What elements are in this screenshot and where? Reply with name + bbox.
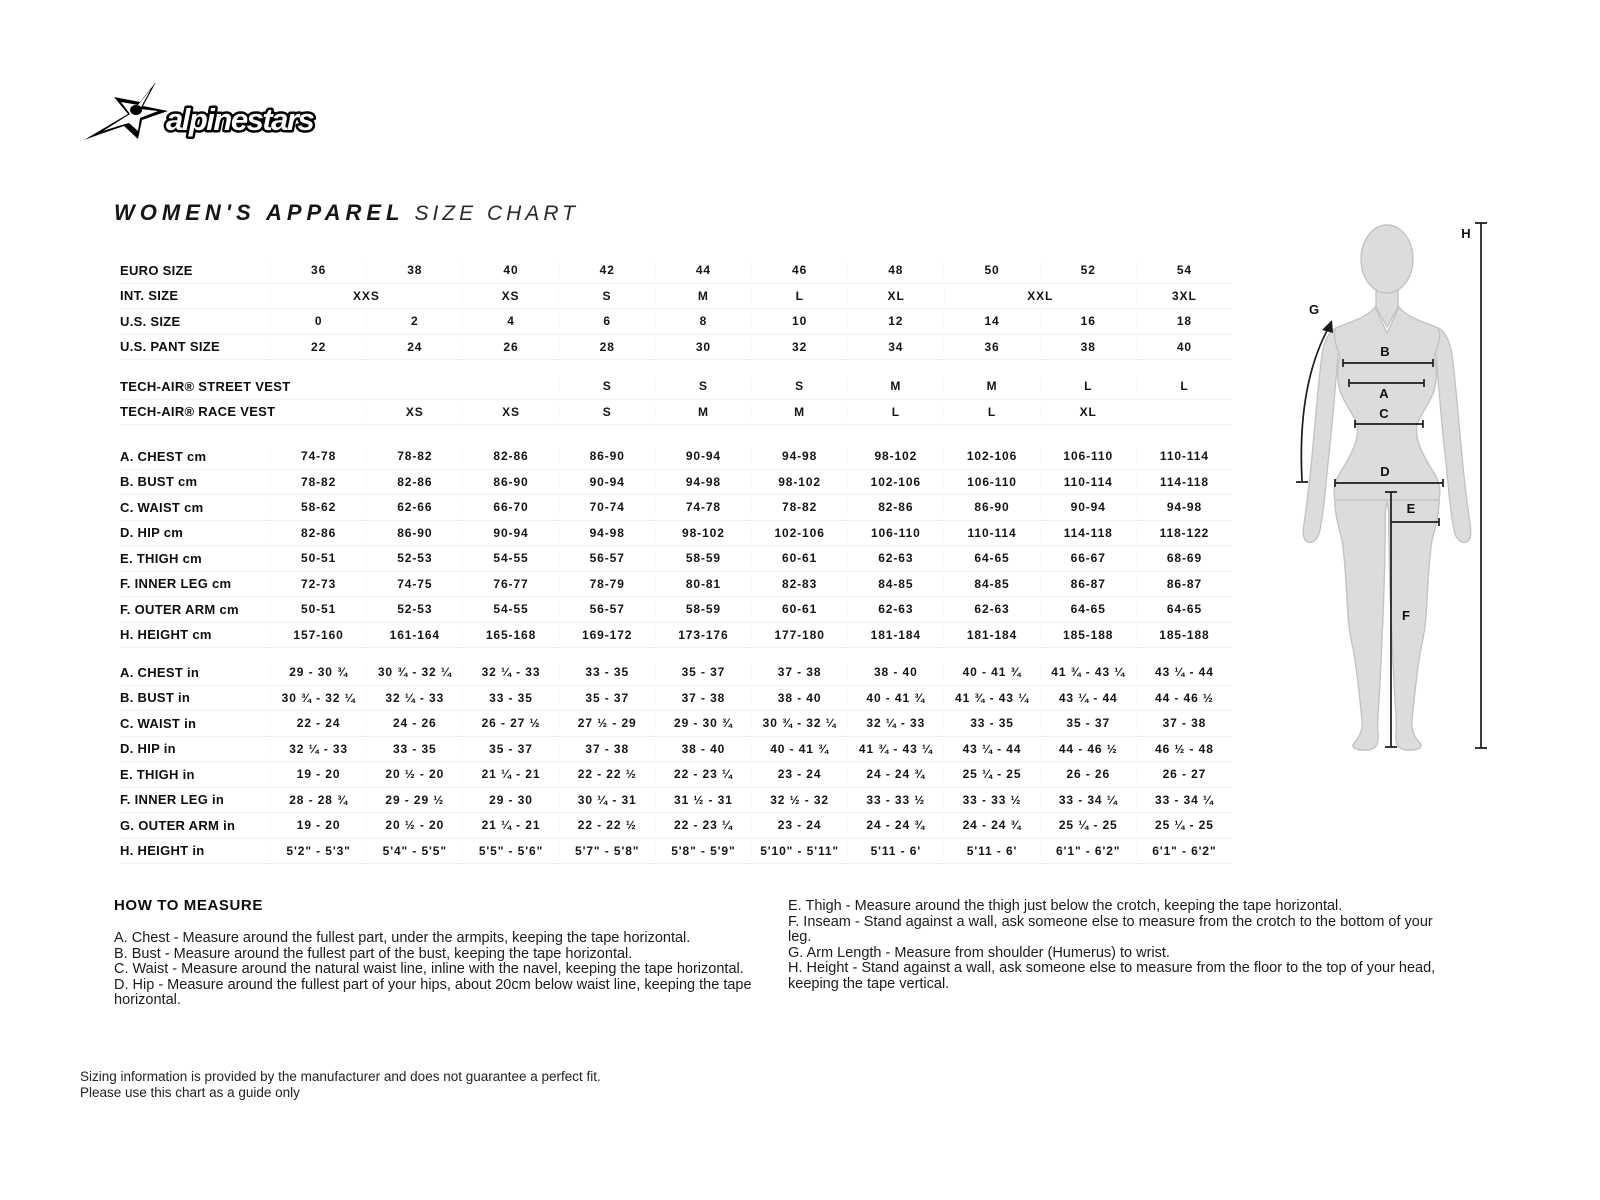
row-label: D. HIP in <box>120 741 176 757</box>
size-cell: 3XL <box>1136 289 1232 303</box>
size-cell: 38 <box>1040 340 1136 354</box>
size-cell: 30 ¾ - 32 ¼ <box>366 665 462 679</box>
size-cell: 4 <box>462 314 558 328</box>
table-section <box>120 444 1232 648</box>
size-cell: 28 <box>559 340 655 354</box>
size-cell: 24 - 26 <box>366 716 462 730</box>
table-row <box>120 788 1232 814</box>
size-cell: 38 <box>366 263 462 277</box>
table-row <box>120 400 1232 426</box>
how-to-measure-list-left <box>114 931 774 1009</box>
size-cell: 23 - 24 <box>751 818 847 832</box>
size-cell: 22 <box>270 340 366 354</box>
table-row <box>120 686 1232 712</box>
size-cell: 60-61 <box>751 551 847 565</box>
size-cell: 2 <box>366 314 462 328</box>
size-cell: 110-114 <box>943 526 1039 540</box>
size-cell: 40 - 41 ¾ <box>943 665 1039 679</box>
size-cell: 54 <box>1136 263 1232 277</box>
size-cell: 31 ½ - 31 <box>655 793 751 807</box>
size-cell: 26 - 27 ½ <box>462 716 558 730</box>
size-cell: M <box>655 289 751 303</box>
size-cell: 58-59 <box>655 551 751 565</box>
size-cell: 38 - 40 <box>847 665 943 679</box>
size-cell: 43 ¼ - 44 <box>1040 691 1136 705</box>
size-cell: 44 - 46 ½ <box>1040 742 1136 756</box>
size-cell: 86-87 <box>1136 577 1232 591</box>
size-cell: 33 - 35 <box>366 742 462 756</box>
size-cell: 98-102 <box>655 526 751 540</box>
row-label: C. WAIST in <box>120 715 197 731</box>
size-cell: 50 <box>943 263 1039 277</box>
row-label: A. CHEST in <box>120 664 200 680</box>
size-cell: 24 - 24 ¾ <box>847 818 943 832</box>
row-label: EURO SIZE <box>120 262 193 278</box>
size-cell: 161-164 <box>366 628 462 642</box>
size-cell: S <box>559 379 655 393</box>
size-cell: 173-176 <box>655 628 751 642</box>
table-row <box>120 737 1232 763</box>
size-cell: 22 - 22 ½ <box>559 818 655 832</box>
measure-instruction: A. Chest - Measure around the fullest part, under the armpits, keeping the tape horizontal. <box>114 930 691 946</box>
size-cell: 98-102 <box>847 449 943 463</box>
size-cell: 16 <box>1040 314 1136 328</box>
size-cell: 68-69 <box>1136 551 1232 565</box>
disclaimer-line-1: Sizing information is provided by the manufacturer and does not guarantee a perfect fit. <box>80 1069 601 1084</box>
size-cell: 40 - 41 ¾ <box>847 691 943 705</box>
size-cell: 74-78 <box>270 449 366 463</box>
table-row <box>120 711 1232 737</box>
size-cell: 64-65 <box>1040 602 1136 616</box>
size-cell: L <box>1040 379 1136 393</box>
size-cell: 19 - 20 <box>270 818 366 832</box>
size-cell: L <box>847 405 943 419</box>
size-cell: 74-75 <box>366 577 462 591</box>
size-cell: 28 - 28 ¾ <box>270 793 366 807</box>
size-cell: 90-94 <box>1040 500 1136 514</box>
page-title-sub: SIZE CHART <box>414 202 579 225</box>
size-cell: 82-86 <box>366 475 462 489</box>
size-cell: XS <box>462 289 558 303</box>
size-cell: S <box>558 289 654 303</box>
size-cell: 58-62 <box>270 500 366 514</box>
size-cell: 40 <box>1136 340 1232 354</box>
size-cell: 94-98 <box>1136 500 1232 514</box>
size-cell: 157-160 <box>270 628 366 642</box>
size-cell: 64-65 <box>1136 602 1232 616</box>
size-cell: 86-90 <box>366 526 462 540</box>
size-cell: 32 ¼ - 33 <box>847 716 943 730</box>
table-row <box>120 572 1232 598</box>
size-cell: 26 <box>462 340 558 354</box>
size-cell: 52 <box>1040 263 1136 277</box>
size-cell: 82-86 <box>462 449 558 463</box>
row-label: C. WAIST cm <box>120 499 204 515</box>
size-cell: XL <box>1040 405 1136 419</box>
row-label: B. BUST cm <box>120 474 198 490</box>
table-row <box>120 597 1232 623</box>
size-cell: S <box>751 379 847 393</box>
size-cell: 32 ¼ - 33 <box>462 665 558 679</box>
size-cell: 114-118 <box>1040 526 1136 540</box>
size-cell: 33 - 35 <box>559 665 655 679</box>
size-cell: 52-53 <box>366 551 462 565</box>
size-cell: 35 - 37 <box>655 665 751 679</box>
disclaimer-line-2: Please use this chart as a guide only <box>80 1085 300 1100</box>
size-cell: 90-94 <box>655 449 751 463</box>
disclaimer <box>80 1069 601 1101</box>
row-label: U.S. PANT SIZE <box>120 339 221 355</box>
size-cell: 5'11 - 6' <box>847 844 943 858</box>
size-cell: 29 - 29 ½ <box>366 793 462 807</box>
size-cell: 32 <box>751 340 847 354</box>
size-cell: XS <box>462 405 558 419</box>
table-row <box>120 284 1232 310</box>
size-cell: 54-55 <box>462 602 558 616</box>
size-cell: 24 - 24 ¾ <box>943 818 1039 832</box>
label-chest: A <box>1379 386 1389 401</box>
label-inseam: F <box>1402 608 1410 623</box>
size-cell: 74-78 <box>655 500 751 514</box>
row-label: H. HEIGHT in <box>120 843 205 859</box>
table-row <box>120 470 1232 496</box>
measure-instruction: H. Height - Stand against a wall, ask someone else to measure from the floor to the top of your head, keeping the tape vertical. <box>788 960 1436 992</box>
size-cell: 21 ¼ - 21 <box>462 767 558 781</box>
size-cell: 44 - 46 ½ <box>1136 691 1232 705</box>
table-row <box>120 623 1232 649</box>
size-cell: 14 <box>943 314 1039 328</box>
size-cell: M <box>751 405 847 419</box>
size-cell: 78-82 <box>751 500 847 514</box>
female-silhouette-icon <box>1303 225 1471 750</box>
size-cell: L <box>751 289 847 303</box>
size-cell: 29 - 30 ¾ <box>270 665 366 679</box>
size-cell: 37 - 38 <box>559 742 655 756</box>
size-cell: 41 ¾ - 43 ¼ <box>1040 665 1136 679</box>
table-row <box>120 309 1232 335</box>
row-label: TECH-AIR® RACE VEST <box>120 404 276 420</box>
size-cell: 24 <box>366 340 462 354</box>
label-thigh: E <box>1406 501 1416 516</box>
label-arm-length: G <box>1308 302 1320 317</box>
page-title <box>114 200 579 226</box>
size-cell: 29 - 30 ¾ <box>655 716 751 730</box>
size-cell: 56-57 <box>559 551 655 565</box>
row-label: F. OUTER ARM cm <box>120 601 239 617</box>
size-cell: XL <box>847 289 943 303</box>
size-cell: 102-106 <box>943 449 1039 463</box>
size-cell: 29 - 30 <box>462 793 558 807</box>
size-cell: 19 - 20 <box>270 767 366 781</box>
row-label: G. OUTER ARM in <box>120 817 236 833</box>
label-hip: D <box>1380 464 1390 479</box>
size-cell: 35 - 37 <box>462 742 558 756</box>
size-cell: 86-90 <box>462 475 558 489</box>
size-cell: 58-59 <box>655 602 751 616</box>
how-to-measure-left <box>114 897 774 1009</box>
row-label: A. CHEST cm <box>120 448 207 464</box>
row-label: E. THIGH cm <box>120 550 203 566</box>
how-to-measure-right <box>788 899 1450 993</box>
size-cell: 25 ¼ - 25 <box>943 767 1039 781</box>
how-to-measure-heading: HOW TO MEASURE <box>114 897 263 914</box>
label-bust: B <box>1380 344 1390 359</box>
size-cell: 37 - 38 <box>751 665 847 679</box>
size-cell: 94-98 <box>559 526 655 540</box>
size-table <box>120 258 1232 864</box>
size-cell: 27 ½ - 29 <box>559 716 655 730</box>
size-cell: 46 ½ - 48 <box>1136 742 1232 756</box>
size-cell: 78-82 <box>270 475 366 489</box>
label-height: H <box>1461 226 1471 241</box>
size-cell: 44 <box>655 263 751 277</box>
page-title-main: WOMEN'S APPAREL <box>114 200 405 225</box>
size-cell: 66-70 <box>462 500 558 514</box>
size-cell: XXS <box>270 289 462 303</box>
table-row <box>120 660 1232 686</box>
size-cell: 5'10" - 5'11" <box>751 844 847 858</box>
size-cell: 5'2" - 5'3" <box>270 844 366 858</box>
size-cell: XS <box>366 405 462 419</box>
size-cell: 33 - 33 ½ <box>943 793 1039 807</box>
size-cell: 118-122 <box>1136 526 1232 540</box>
size-cell: 20 ½ - 20 <box>366 818 462 832</box>
row-label: E. THIGH in <box>120 766 195 782</box>
size-cell: 21 ¼ - 21 <box>462 818 558 832</box>
size-cell: 102-106 <box>751 526 847 540</box>
body-measurement-figure <box>1280 195 1505 770</box>
size-cell: 22 - 22 ½ <box>559 767 655 781</box>
table-row <box>120 335 1232 361</box>
size-cell: 82-83 <box>751 577 847 591</box>
row-label: H. HEIGHT cm <box>120 627 212 643</box>
size-cell: 90-94 <box>462 526 558 540</box>
size-cell: 32 ¼ - 33 <box>270 742 366 756</box>
size-cell: 86-87 <box>1040 577 1136 591</box>
size-cell: 165-168 <box>462 628 558 642</box>
size-cell: 50-51 <box>270 602 366 616</box>
size-cell: 36 <box>943 340 1039 354</box>
size-cell: 30 ¾ - 32 ¼ <box>751 716 847 730</box>
size-cell: 185-188 <box>1040 628 1136 642</box>
size-cell: 94-98 <box>655 475 751 489</box>
size-cell: 72-73 <box>270 577 366 591</box>
size-cell: 33 - 34 ¼ <box>1136 793 1232 807</box>
size-cell: 18 <box>1136 314 1232 328</box>
size-cell: 30 ¼ - 31 <box>559 793 655 807</box>
size-cell: 36 <box>270 263 366 277</box>
size-cell: 33 - 35 <box>943 716 1039 730</box>
size-cell: 82-86 <box>270 526 366 540</box>
label-waist: C <box>1379 406 1389 421</box>
size-cell: 12 <box>847 314 943 328</box>
size-cell: 62-66 <box>366 500 462 514</box>
row-label: INT. SIZE <box>120 288 179 304</box>
size-cell: 26 - 27 <box>1136 767 1232 781</box>
size-cell: 33 - 34 ¼ <box>1040 793 1136 807</box>
how-to-measure-list-right <box>788 899 1450 993</box>
size-cell: 6'1" - 6'2" <box>1040 844 1136 858</box>
size-cell: 6 <box>559 314 655 328</box>
size-cell: XXL <box>944 289 1136 303</box>
size-cell: 106-110 <box>847 526 943 540</box>
table-section <box>120 660 1232 864</box>
size-cell: 32 ½ - 32 <box>751 793 847 807</box>
size-cell: 5'7" - 5'8" <box>559 844 655 858</box>
row-label: B. BUST in <box>120 690 191 706</box>
size-cell: 114-118 <box>1136 475 1232 489</box>
size-cell: 22 - 23 ¼ <box>655 818 751 832</box>
size-cell: 82-86 <box>847 500 943 514</box>
size-cell: 94-98 <box>751 449 847 463</box>
size-cell: 32 ¼ - 33 <box>366 691 462 705</box>
table-section <box>120 374 1232 425</box>
table-row <box>120 495 1232 521</box>
size-cell: 106-110 <box>943 475 1039 489</box>
size-cell: 0 <box>270 314 366 328</box>
table-row <box>120 813 1232 839</box>
size-cell: 86-90 <box>943 500 1039 514</box>
size-cell: 62-63 <box>847 602 943 616</box>
table-row <box>120 444 1232 470</box>
size-cell: 84-85 <box>847 577 943 591</box>
size-cell: 6'1" - 6'2" <box>1136 844 1232 858</box>
size-cell: 86-90 <box>559 449 655 463</box>
size-cell: 38 - 40 <box>655 742 751 756</box>
row-label: F. INNER LEG cm <box>120 576 232 592</box>
size-cell: 106-110 <box>1040 449 1136 463</box>
size-cell: 24 - 24 ¾ <box>847 767 943 781</box>
size-cell: 110-114 <box>1040 475 1136 489</box>
size-cell: 22 - 24 <box>270 716 366 730</box>
size-cell: 110-114 <box>1136 449 1232 463</box>
size-cell: 102-106 <box>847 475 943 489</box>
size-cell: M <box>943 379 1039 393</box>
row-label: U.S. SIZE <box>120 313 181 329</box>
size-cell: 62-63 <box>943 602 1039 616</box>
table-row <box>120 762 1232 788</box>
size-cell: 56-57 <box>559 602 655 616</box>
size-cell: 40 - 41 ¾ <box>751 742 847 756</box>
size-cell: 38 - 40 <box>751 691 847 705</box>
measure-instruction: C. Waist - Measure around the natural waist line, inline with the navel, keeping the tape horizontal. <box>114 961 744 978</box>
size-cell: 78-79 <box>559 577 655 591</box>
size-cell: 64-65 <box>943 551 1039 565</box>
row-label: TECH-AIR® STREET VEST <box>120 378 291 394</box>
size-cell: 5'8" - 5'9" <box>655 844 751 858</box>
size-cell: 41 ¾ - 43 ¼ <box>943 691 1039 705</box>
size-cell: 30 <box>655 340 751 354</box>
size-cell: M <box>847 379 943 393</box>
size-cell: 43 ¼ - 44 <box>943 742 1039 756</box>
size-cell: 43 ¼ - 44 <box>1136 665 1232 679</box>
size-cell: 5'11 - 6' <box>943 844 1039 858</box>
size-cell: 37 - 38 <box>1136 716 1232 730</box>
size-cell: 10 <box>751 314 847 328</box>
size-cell: 60-61 <box>751 602 847 616</box>
size-cell: 5'4" - 5'5" <box>366 844 462 858</box>
size-cell: L <box>1136 379 1232 393</box>
size-cell: 30 ¾ - 32 ¼ <box>270 691 366 705</box>
measure-instruction: E. Thigh - Measure around the thigh just below the crotch, keeping the tape horizontal. <box>788 898 1343 914</box>
row-label: F. INNER LEG in <box>120 792 225 808</box>
size-cell: 78-82 <box>366 449 462 463</box>
size-cell: 169-172 <box>559 628 655 642</box>
size-cell: 5'5" - 5'6" <box>462 844 558 858</box>
size-cell: 20 ½ - 20 <box>366 767 462 781</box>
size-cell: S <box>559 405 655 419</box>
measure-instruction: D. Hip - Measure around the fullest part of your hips, about 20cm below waist line, keeping the tape horizontal. <box>114 976 752 1009</box>
size-cell: 181-184 <box>943 628 1039 642</box>
size-cell: 42 <box>559 263 655 277</box>
size-cell: 22 - 23 ¼ <box>655 767 751 781</box>
size-cell: 66-67 <box>1040 551 1136 565</box>
table-row <box>120 839 1232 865</box>
size-cell: 33 - 33 ½ <box>847 793 943 807</box>
size-cell: 37 - 38 <box>655 691 751 705</box>
size-cell: 41 ¾ - 43 ¼ <box>847 742 943 756</box>
size-cell: 25 ¼ - 25 <box>1136 818 1232 832</box>
size-cell: 8 <box>655 314 751 328</box>
row-label: D. HIP cm <box>120 525 184 541</box>
size-cell: 80-81 <box>655 577 751 591</box>
size-cell: 177-180 <box>751 628 847 642</box>
size-cell: L <box>943 405 1039 419</box>
size-cell: 90-94 <box>559 475 655 489</box>
size-cell: 34 <box>847 340 943 354</box>
size-cell: 35 - 37 <box>1040 716 1136 730</box>
size-cell: 25 ¼ - 25 <box>1040 818 1136 832</box>
table-row <box>120 521 1232 547</box>
size-cell: 98-102 <box>751 475 847 489</box>
size-cell: 48 <box>847 263 943 277</box>
size-cell: 50-51 <box>270 551 366 565</box>
size-cell: S <box>655 379 751 393</box>
size-cell: 181-184 <box>847 628 943 642</box>
size-cell: 62-63 <box>847 551 943 565</box>
table-row <box>120 546 1232 572</box>
size-cell: 26 - 26 <box>1040 767 1136 781</box>
size-cell: 70-74 <box>559 500 655 514</box>
size-cell: 76-77 <box>462 577 558 591</box>
size-cell: 23 - 24 <box>751 767 847 781</box>
size-cell: 35 - 37 <box>559 691 655 705</box>
size-cell: M <box>655 405 751 419</box>
alpinestars-star-icon <box>84 82 168 140</box>
size-cell: 46 <box>751 263 847 277</box>
table-row <box>120 258 1232 284</box>
measure-instruction: G. Arm Length - Measure from shoulder (Humerus) to wrist. <box>788 944 1170 961</box>
size-cell: 33 - 35 <box>462 691 558 705</box>
measure-instruction: F. Inseam - Stand against a wall, ask someone else to measure from the crotch to the bottom of your leg. <box>788 913 1433 946</box>
size-cell: 185-188 <box>1136 628 1232 642</box>
table-row <box>120 374 1232 400</box>
size-cell: 40 <box>462 263 558 277</box>
size-cell: 54-55 <box>462 551 558 565</box>
brand-logo <box>78 78 358 156</box>
measure-instruction: B. Bust - Measure around the fullest part of the bust, keeping the tape horizontal. <box>114 945 633 962</box>
size-cell: 52-53 <box>366 602 462 616</box>
brand-wordmark: alpinestars <box>166 102 314 137</box>
size-cell: 84-85 <box>943 577 1039 591</box>
table-section <box>120 258 1232 360</box>
